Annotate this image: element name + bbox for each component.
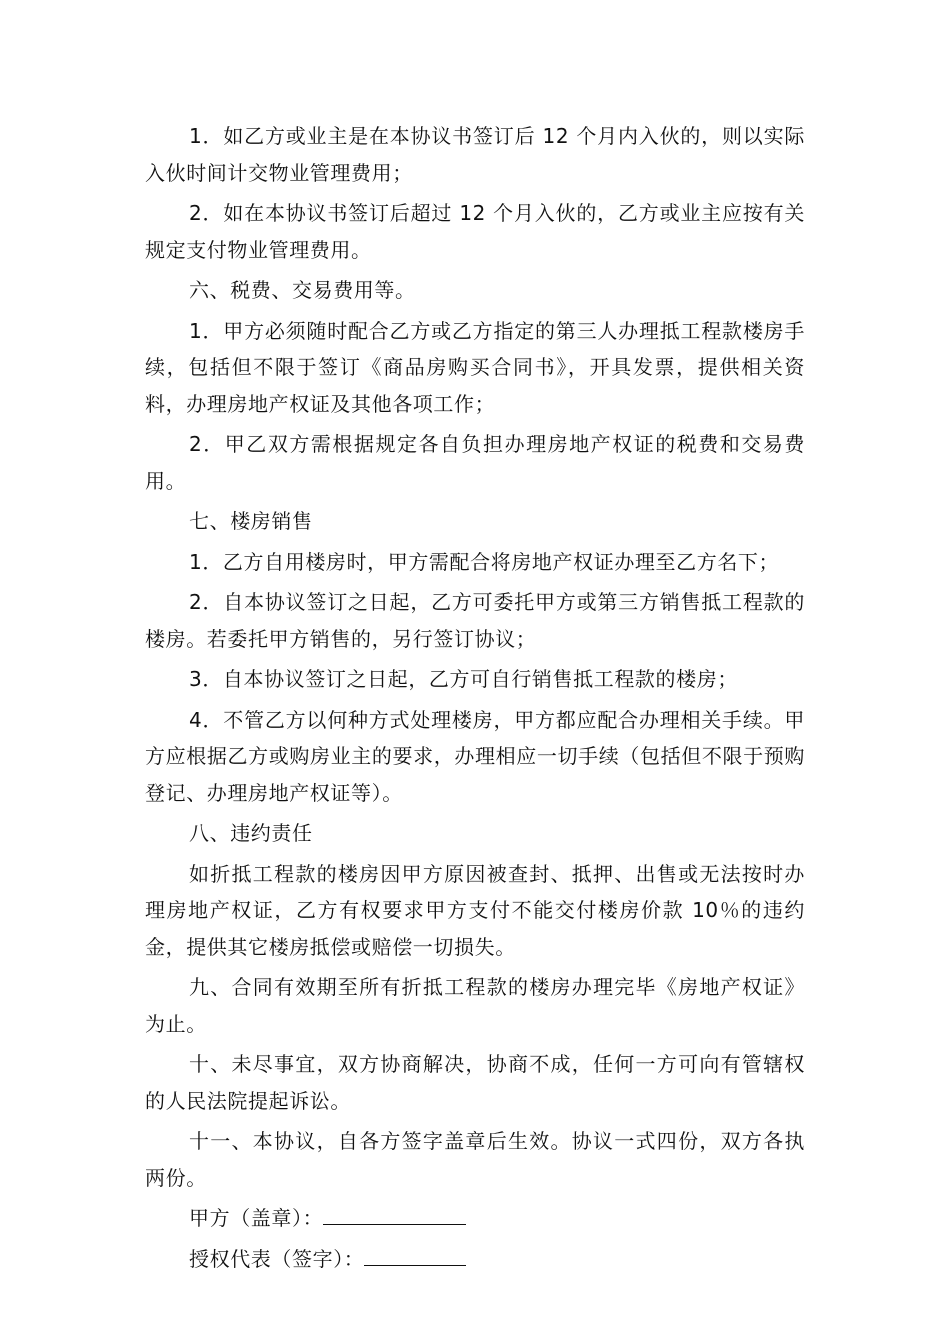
- section-heading-taxes: 六、税费、交易费用等。: [189, 278, 416, 302]
- clause-5-1: 1．如乙方或业主是在本协议书签订后 12 个月内入伙的，则以实际入伙时间计交物业管理费用；: [145, 124, 805, 185]
- clause-7-1: 1．乙方自用楼房时，甲方需配合将房地产权证办理至乙方名下；: [189, 549, 780, 574]
- clause-6-1: 1．甲方必须随时配合乙方或乙方指定的第三人办理抵工程款楼房手续，包括但不限于签订《商品房购买合同书》，开具发票，提供相关资料，办理房地产权证及其他各项工作；: [145, 318, 805, 416]
- clause-10-disputes: 十、未尽事宜，双方协商解决，协商不成，任何一方可向有管辖权的人民法院提起诉讼。: [145, 1052, 805, 1113]
- representative-signature-label: 授权代表（签字）：: [189, 1246, 365, 1271]
- document-body: [145, 118, 805, 1281]
- clause-7-2: 2．自本协议签订之日起，乙方可委托甲方或第三方销售抵工程款的楼房。若委托甲方销售的，另行签订协议；: [145, 590, 805, 651]
- party-a-signature-row: [145, 1200, 805, 1237]
- party-a-seal-line: [323, 1202, 466, 1225]
- party-a-seal-label: 甲方（盖章）：: [189, 1206, 324, 1230]
- clause-9-validity: 九、合同有效期至所有折抵工程款的楼房办理完毕《房地产权证》为止。: [145, 975, 805, 1036]
- clause-8-body: 如折抵工程款的楼房因甲方原因被查封、抵押、出售或无法按时办理房地产权证，乙方有权要求甲方支付不能交付楼房价款 10％的违约金，提供其它楼房抵偿或赔偿一切损失。: [145, 861, 805, 959]
- clause-11-effect: 十一、本协议，自各方签字盖章后生效。协议一式四份，双方各执两份。: [145, 1129, 805, 1190]
- clause-7-3: 3．自本协议签订之日起，乙方可自行销售抵工程款的楼房；: [189, 667, 738, 691]
- section-heading-breach: 八、违约责任: [189, 821, 313, 845]
- clause-7-4: 4．不管乙方以何种方式处理楼房，甲方都应配合办理相关手续。甲方应根据乙方或购房业主的要求，办理相应一切手续（包括但不限于预购登记、办理房地产权证等）。: [145, 707, 805, 805]
- section-heading-sales: 七、楼房销售: [189, 509, 313, 533]
- clause-6-2: 2．甲乙双方需根据规定各自负担办理房地产权证的税费和交易费用。: [145, 432, 805, 493]
- representative-signature-row: [145, 1241, 805, 1278]
- representative-signature-line: [364, 1243, 466, 1266]
- clause-5-2: 2．如在本协议书签订后超过 12 个月入伙的，乙方或业主应按有关规定支付物业管理费用。: [145, 201, 805, 262]
